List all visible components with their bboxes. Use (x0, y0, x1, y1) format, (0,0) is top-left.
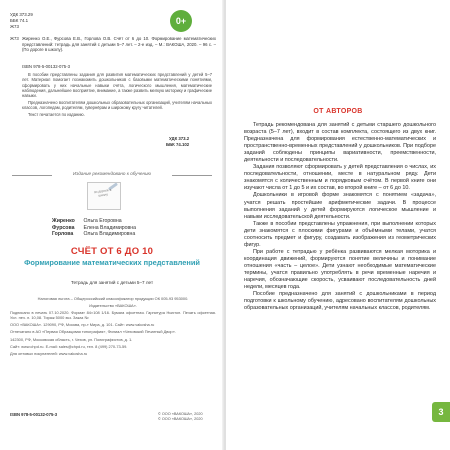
author-name: Ольга Владимировна (83, 231, 136, 238)
series-stamp-text: по дороге в школу (93, 187, 112, 198)
author-name: Елена Владимировна (83, 224, 137, 231)
author-mark: Ж73 (10, 36, 19, 41)
imprint-line: Для оптовых покупателей: www.vakosha.ru (10, 350, 88, 356)
copyright-line: © ООО «ВАКОША», 2020 (158, 417, 203, 421)
foreword-body (244, 122, 436, 312)
age-rating-badge: 0+ (170, 10, 192, 32)
author-row (52, 225, 136, 232)
author-surname: Жиренко (52, 218, 75, 224)
author-surname: Горлова (52, 231, 74, 238)
isbn-bottom: ISBN 978-5-00132-075-3 (10, 412, 58, 417)
book-subtitle-note: Тетрадь для занятий с детьми 5–7 лет (70, 280, 154, 285)
udc-bottom-line: УДК 373.2 (169, 136, 190, 141)
copyright-line: © ООО «ВАКОША», 2020 (158, 412, 203, 416)
annotation-paragraph: В пособии представлены задания для развития математических представлений у детей 5–7 лет. Материал помогает познакомить дошкольников с базовыми математическими понятиями, сформировать у них начальные навыки счёта, логического мышления, математические наблюдения, дальнейшее восприятие, внимание, а также развить мелкую моторику и графические навыки. (22, 72, 212, 99)
annotation-paragraph: Предназначено воспитателям дошкольных образовательных организаций, учителям начальных классов, логопедам, родителям, гувернёрам и широкому кругу читателей. (22, 99, 212, 111)
foreword-paragraph: При работе с тетрадью у ребёнка развиваются мелкая моторика и координация движений, формируются понятие величины и понимание отношения «часть – целое». Дети узнают необходимые математические термины, учатся правильно употреблять в речи временные наречия и наречия, обозначающие скорость, усваивают последовательность дней недели, месяцев года. (244, 248, 436, 291)
foreword-paragraph: Дошкольники в игровой форме знакомятся с понятием «задача», учатся решать простейшие арифметические задачи. В процессе выполнения заданий у детей формируются логическое мышление и навыки исследовательской деятельности. (244, 192, 436, 220)
left-page (0, 0, 224, 450)
copyright-block (158, 412, 203, 422)
udc-block (10, 12, 33, 30)
bibliographic-record (10, 36, 216, 53)
imprint-line: ООО «ВАКОША». 129090, РФ, Москва, пр-т Мира, д. 101. Сайт: www.vakosha.ru (10, 322, 155, 328)
divider (172, 175, 212, 176)
imprint-block (10, 296, 216, 358)
udc-line: УДК 373.29 (10, 12, 33, 17)
imprint-line: 142300, РФ, Московская область, г. Чехов, ул. Полиграфистов, д. 1. (10, 336, 133, 342)
bbk-line: ББК 74.1 (10, 18, 29, 23)
imprint-line: Налоговая льгота – Общероссийский классификатор продукции ОК 005-93 953000. (37, 296, 189, 301)
foreword-paragraph: Тетрадь рекомендована для занятий с детьми старшего дошкольного возраста (5–7 лет), входит в состав комплекта, состоящего из двух книг. Предназначена для формирования естественно-математических и пространственно-временных представлений у дошкольников. При подборе заданий соблюдены принципы вариативности, преемственности, деятельности и последовательности. (244, 122, 436, 164)
annotation-paragraph: Текст печатается по изданию. (28, 112, 85, 118)
book-title: СЧЁТ ОТ 6 ДО 10 (70, 246, 154, 257)
section-heading: ОТ АВТОРОВ (313, 108, 363, 115)
series-stamp-icon (87, 182, 121, 210)
isbn-top: ISBN 978-5-00132-075-3 (22, 64, 71, 69)
author-row (52, 218, 136, 225)
book-subtitle: Формирование математических представлений (24, 258, 200, 267)
foreword-paragraph: Пособие предназначено для занятий с дошкольниками в период подготовки к школьному обучению, адресовано воспитателям дошкольных образовательных организаций, учителям начальных классов, родителям. (244, 291, 436, 312)
page-number-tab: 3 (432, 402, 450, 422)
udc-bottom (166, 136, 189, 147)
recommendation-line (12, 170, 212, 180)
bbk-bottom-line: ББК 74.102 (166, 141, 190, 147)
author-surname: Фурсова (52, 224, 75, 231)
foreword-paragraph: Задания позволяют сформировать у детей представления о числах, их последовательности, отношении, месте в натуральном ряду. Дети знакомятся с количественным и порядковым счётом. В первой книге они изучают числа от 1 до 5 и их состав, во второй книге – от 6 до 10. (244, 164, 436, 192)
author-mark-line: Ж73 (10, 24, 19, 29)
authors-list (52, 218, 136, 238)
author-row (52, 231, 136, 238)
imprint-line: Подписано в печать 07.10.2020. Формат 84×108 1/16. Бумага офсетная. Гарнитура Ньютон. Печать офсетная. Усл. печ. л. 10,08. Тираж 5000 экз. Заказ № (10, 310, 216, 321)
recommendation-text: Издание рекомендовано к обучению (73, 171, 151, 176)
imprint-line: Сайт: www.chpd.ru. E-mail: sales@chpd.ru, тел. 8 (499) 270-73-59. (10, 343, 128, 349)
author-name: Ольга Егоровна (83, 218, 122, 224)
divider (12, 175, 52, 176)
imprint-line: Издательство «ВАКОША». (89, 303, 137, 309)
annotation (22, 72, 212, 119)
foreword-paragraph: Также в пособии представлены упражнения, при выполнении которых дети знакомятся с плоскими фигурами и объёмными телами, учатся соотносить предмет и фигуру, создавать изображения из геометрических фигур. (244, 220, 436, 248)
imprint-line: Отпечатано в АО «Первая Образцовая типография», Филиал «Чеховский Печатный Двор». (10, 329, 176, 335)
bibliographic-text: Жиренко О.Е., Фурсова Е.В., Горлова О.В. Счёт от 6 до 10. Формирование математических представлений: тетрадь для занятий с детьми 5–7 лет. – 2-е изд. – М.: ВАКОША, 2020. – 96 с. – (По дороге в школу). (22, 36, 216, 53)
